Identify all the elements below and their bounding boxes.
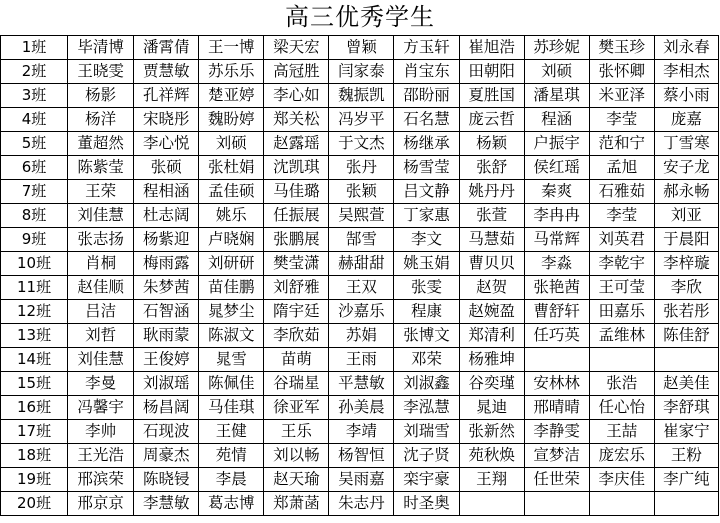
student-name-cell[interactable]: 郜雪 — [329, 228, 394, 252]
student-name-cell[interactable]: 李乾宇 — [589, 252, 654, 276]
table-row — [1, 396, 719, 420]
student-name-cell[interactable]: 沈子贤 — [394, 444, 459, 468]
table-row — [1, 324, 719, 348]
student-name-cell[interactable]: 贾慧敏 — [134, 60, 199, 84]
student-name-cell[interactable]: 陈晓锓 — [134, 468, 199, 492]
table-row — [1, 84, 719, 108]
student-name-cell[interactable]: 李静雯 — [524, 420, 589, 444]
student-name-cell[interactable]: 晁梦尘 — [199, 300, 264, 324]
student-name-cell[interactable]: 任世荣 — [524, 468, 589, 492]
student-name-cell[interactable]: 张艳茜 — [524, 276, 589, 300]
student-name-cell[interactable]: 李靖 — [329, 420, 394, 444]
student-name-cell[interactable]: 潘星琪 — [524, 84, 589, 108]
student-name-cell[interactable]: 赵露瑶 — [264, 132, 329, 156]
student-name-cell[interactable]: 杨继承 — [394, 132, 459, 156]
table-row — [1, 228, 719, 252]
student-name-cell[interactable]: 李欣 — [654, 276, 718, 300]
class-label-cell[interactable]: 14班 — [1, 348, 68, 372]
student-name-cell[interactable]: 王光浩 — [68, 444, 134, 468]
student-name-cell[interactable]: 郝永畅 — [654, 180, 718, 204]
student-name-cell[interactable]: 刘硕 — [524, 60, 589, 84]
student-name-cell[interactable]: 李晨 — [199, 468, 264, 492]
student-name-cell[interactable]: 邵盼丽 — [394, 84, 459, 108]
student-name-cell[interactable]: 庞云哲 — [459, 108, 524, 132]
table-row — [1, 108, 719, 132]
student-name-cell[interactable]: 邢晴晴 — [524, 396, 589, 420]
class-label-cell[interactable]: 1班 — [1, 36, 68, 60]
table-row — [1, 252, 719, 276]
student-name-cell[interactable]: 张志扬 — [68, 228, 134, 252]
student-name-cell[interactable]: 姚丹丹 — [459, 180, 524, 204]
student-name-cell[interactable]: 于晨阳 — [654, 228, 718, 252]
table-row — [1, 492, 719, 516]
student-name-cell[interactable]: 杨颖 — [459, 132, 524, 156]
class-label-cell[interactable]: 19班 — [1, 468, 68, 492]
class-label-cell[interactable]: 4班 — [1, 108, 68, 132]
student-name-cell[interactable]: 张若彤 — [654, 300, 718, 324]
student-name-cell[interactable]: 朱志丹 — [329, 492, 394, 516]
class-label-cell[interactable]: 10班 — [1, 252, 68, 276]
student-name-cell[interactable]: 李慧敏 — [134, 492, 199, 516]
student-name-cell[interactable]: 王荣 — [68, 180, 134, 204]
student-name-cell[interactable]: 赵佳顺 — [68, 276, 134, 300]
student-name-cell[interactable]: 李冉冉 — [524, 204, 589, 228]
student-name-cell[interactable]: 陈淑文 — [199, 324, 264, 348]
student-name-cell[interactable]: 闫家泰 — [329, 60, 394, 84]
student-name-cell[interactable]: 苗佳鹏 — [199, 276, 264, 300]
student-name-cell[interactable]: 李心悦 — [134, 132, 199, 156]
student-name-cell[interactable]: 姚玉娟 — [394, 252, 459, 276]
student-name-cell[interactable]: 张萱 — [459, 204, 524, 228]
class-label-cell[interactable]: 17班 — [1, 420, 68, 444]
student-name-cell[interactable]: 平慧敏 — [329, 372, 394, 396]
table-row — [1, 180, 719, 204]
student-name-cell[interactable]: 苏珍妮 — [524, 36, 589, 60]
class-label-cell[interactable]: 9班 — [1, 228, 68, 252]
student-name-cell[interactable]: 吕文静 — [394, 180, 459, 204]
student-name-cell[interactable]: 陈佩佳 — [199, 372, 264, 396]
class-label-cell[interactable]: 13班 — [1, 324, 68, 348]
student-name-cell[interactable]: 马佳璐 — [264, 180, 329, 204]
student-name-cell[interactable]: 郑关松 — [264, 108, 329, 132]
table-row — [1, 132, 719, 156]
table-row — [1, 300, 719, 324]
student-name-cell[interactable]: 沙嘉乐 — [329, 300, 394, 324]
student-name-cell[interactable]: 石现波 — [134, 420, 199, 444]
student-name-cell[interactable]: 邢京京 — [68, 492, 134, 516]
table-row — [1, 204, 719, 228]
student-name-cell[interactable]: 吕洁 — [68, 300, 134, 324]
student-name-cell[interactable]: 刘舒雅 — [264, 276, 329, 300]
student-name-cell[interactable]: 程相涵 — [134, 180, 199, 204]
student-name-cell[interactable]: 庞嘉 — [654, 108, 718, 132]
student-name-cell[interactable]: 苑情 — [199, 444, 264, 468]
student-name-cell[interactable]: 魏盼婷 — [199, 108, 264, 132]
student-name-cell[interactable]: 刘哲 — [68, 324, 134, 348]
student-name-cell[interactable]: 李文 — [394, 228, 459, 252]
student-name-cell[interactable] — [589, 492, 654, 516]
student-name-cell[interactable]: 张丹 — [329, 156, 394, 180]
student-name-cell[interactable]: 石名慧 — [394, 108, 459, 132]
student-name-cell[interactable]: 冯岁平 — [329, 108, 394, 132]
student-name-cell[interactable]: 米亚泽 — [589, 84, 654, 108]
student-name-cell[interactable]: 杨影 — [68, 84, 134, 108]
student-name-cell[interactable]: 王翔 — [459, 468, 524, 492]
student-name-cell[interactable]: 丁家惠 — [394, 204, 459, 228]
student-name-cell[interactable]: 曹舒轩 — [524, 300, 589, 324]
student-name-cell[interactable] — [459, 492, 524, 516]
table-row — [1, 420, 719, 444]
student-name-cell[interactable]: 王雨 — [329, 348, 394, 372]
student-name-cell[interactable]: 王喆 — [589, 420, 654, 444]
student-name-cell[interactable]: 夏胜国 — [459, 84, 524, 108]
class-label-cell[interactable]: 11班 — [1, 276, 68, 300]
student-name-cell[interactable]: 杨智恒 — [329, 444, 394, 468]
student-name-cell[interactable]: 苏娟 — [329, 324, 394, 348]
student-name-cell[interactable]: 王乐 — [264, 420, 329, 444]
student-name-cell[interactable]: 安林林 — [524, 372, 589, 396]
student-name-cell[interactable]: 石智涵 — [134, 300, 199, 324]
class-label-cell[interactable]: 12班 — [1, 300, 68, 324]
student-name-cell[interactable]: 于文杰 — [329, 132, 394, 156]
student-name-cell[interactable]: 侯红瑶 — [524, 156, 589, 180]
student-name-cell[interactable]: 安子龙 — [654, 156, 718, 180]
student-name-cell[interactable]: 崔家宁 — [654, 420, 718, 444]
student-name-cell[interactable]: 王可莹 — [589, 276, 654, 300]
student-name-cell[interactable]: 刘瑞雪 — [394, 420, 459, 444]
student-name-cell[interactable]: 赵天瑜 — [264, 468, 329, 492]
student-name-cell[interactable]: 蔡小雨 — [654, 84, 718, 108]
student-name-cell[interactable]: 刘佳慧 — [68, 204, 134, 228]
student-name-cell[interactable]: 李舒琪 — [654, 396, 718, 420]
student-name-cell[interactable]: 杨雪莹 — [394, 156, 459, 180]
student-name-cell[interactable]: 王俊婷 — [134, 348, 199, 372]
student-name-cell[interactable]: 肖宝东 — [394, 60, 459, 84]
student-name-cell[interactable]: 孟佳硕 — [199, 180, 264, 204]
student-name-cell[interactable]: 毕清博 — [68, 36, 134, 60]
student-name-cell[interactable]: 曹贝贝 — [459, 252, 524, 276]
student-name-cell[interactable]: 李心如 — [264, 84, 329, 108]
student-name-cell[interactable]: 邓荣 — [394, 348, 459, 372]
student-name-cell[interactable]: 杨昌阔 — [134, 396, 199, 420]
student-name-cell[interactable]: 刘淑鑫 — [394, 372, 459, 396]
student-name-cell[interactable]: 刘硕 — [199, 132, 264, 156]
class-label-cell[interactable]: 8班 — [1, 204, 68, 228]
student-name-cell[interactable]: 徐亚军 — [264, 396, 329, 420]
student-name-cell[interactable]: 宋晓彤 — [134, 108, 199, 132]
student-name-cell[interactable]: 庞宏乐 — [589, 444, 654, 468]
class-label-cell[interactable]: 20班 — [1, 492, 68, 516]
student-name-cell[interactable]: 吴雨嘉 — [329, 468, 394, 492]
student-name-cell[interactable]: 樊莹潇 — [264, 252, 329, 276]
table-row — [1, 36, 719, 60]
student-name-cell[interactable]: 任振展 — [264, 204, 329, 228]
student-name-cell[interactable]: 张鹏展 — [264, 228, 329, 252]
student-name-cell[interactable]: 秦爽 — [524, 180, 589, 204]
table-row — [1, 276, 719, 300]
student-name-cell[interactable]: 赵贺 — [459, 276, 524, 300]
student-name-cell[interactable]: 孟旭 — [589, 156, 654, 180]
student-name-cell[interactable]: 李曼 — [68, 372, 134, 396]
student-name-cell[interactable]: 高冠胜 — [264, 60, 329, 84]
student-name-cell[interactable]: 赵美佳 — [654, 372, 718, 396]
student-name-cell[interactable]: 宣梦洁 — [524, 444, 589, 468]
student-name-cell[interactable]: 李泓慧 — [394, 396, 459, 420]
class-label-cell[interactable]: 5班 — [1, 132, 68, 156]
student-name-cell[interactable]: 李相杰 — [654, 60, 718, 84]
student-name-cell[interactable]: 张浩 — [589, 372, 654, 396]
student-name-cell[interactable]: 刘英君 — [589, 228, 654, 252]
student-name-cell[interactable]: 葛志博 — [199, 492, 264, 516]
student-name-cell[interactable]: 张博文 — [394, 324, 459, 348]
student-name-cell[interactable]: 张雯 — [394, 276, 459, 300]
student-name-cell[interactable]: 范和宁 — [589, 132, 654, 156]
student-name-cell[interactable]: 沈凯琪 — [264, 156, 329, 180]
class-label-cell[interactable]: 6班 — [1, 156, 68, 180]
student-name-cell[interactable]: 谷瑞星 — [264, 372, 329, 396]
student-name-cell[interactable]: 张颖 — [329, 180, 394, 204]
student-name-cell[interactable]: 周豪杰 — [134, 444, 199, 468]
student-name-cell[interactable] — [524, 348, 589, 372]
class-label-cell[interactable]: 3班 — [1, 84, 68, 108]
student-name-cell[interactable]: 姚乐 — [199, 204, 264, 228]
class-label-cell[interactable]: 16班 — [1, 396, 68, 420]
student-name-cell[interactable]: 张怀卿 — [589, 60, 654, 84]
student-name-cell[interactable]: 李庆佳 — [589, 468, 654, 492]
student-name-cell[interactable]: 谷奕瑾 — [459, 372, 524, 396]
student-name-cell[interactable]: 张杜娟 — [199, 156, 264, 180]
student-name-cell[interactable]: 崔旭浩 — [459, 36, 524, 60]
student-name-cell[interactable]: 郑清利 — [459, 324, 524, 348]
student-name-cell[interactable]: 王晓雯 — [68, 60, 134, 84]
student-name-cell[interactable]: 户振宇 — [524, 132, 589, 156]
student-name-cell[interactable]: 石雅茹 — [589, 180, 654, 204]
student-name-cell[interactable]: 郑萧菡 — [264, 492, 329, 516]
student-name-cell[interactable]: 晁雪 — [199, 348, 264, 372]
table-row — [1, 348, 719, 372]
student-name-cell[interactable]: 任心怡 — [589, 396, 654, 420]
student-name-cell[interactable]: 朱梦茜 — [134, 276, 199, 300]
student-name-cell[interactable]: 刘研研 — [199, 252, 264, 276]
student-name-cell[interactable]: 隋宇廷 — [264, 300, 329, 324]
student-name-cell[interactable]: 晁迪 — [459, 396, 524, 420]
student-name-cell[interactable]: 李欣茹 — [264, 324, 329, 348]
student-name-cell[interactable]: 马常辉 — [524, 228, 589, 252]
student-name-cell[interactable]: 任巧英 — [524, 324, 589, 348]
student-name-cell[interactable]: 邢滨荣 — [68, 468, 134, 492]
student-name-cell[interactable] — [589, 348, 654, 372]
student-name-cell[interactable]: 刘永春 — [654, 36, 718, 60]
table-row — [1, 60, 719, 84]
student-name-cell[interactable]: 程康 — [394, 300, 459, 324]
sheet-title[interactable]: 高三优秀学生 — [285, 3, 435, 31]
student-name-cell[interactable]: 耿雨蒙 — [134, 324, 199, 348]
student-name-cell[interactable]: 苏乐乐 — [199, 60, 264, 84]
student-name-cell[interactable]: 曾颖 — [329, 36, 394, 60]
student-name-cell[interactable]: 孔祥辉 — [134, 84, 199, 108]
student-name-cell[interactable]: 李广纯 — [654, 468, 718, 492]
student-name-cell[interactable]: 丁雪寒 — [654, 132, 718, 156]
student-name-cell[interactable] — [654, 492, 718, 516]
student-name-cell[interactable]: 马佳琪 — [199, 396, 264, 420]
table-row — [1, 372, 719, 396]
student-name-cell[interactable]: 王一博 — [199, 36, 264, 60]
student-name-cell[interactable]: 孙美晨 — [329, 396, 394, 420]
class-label-cell[interactable]: 7班 — [1, 180, 68, 204]
student-name-cell[interactable]: 王健 — [199, 420, 264, 444]
student-name-cell[interactable]: 潘霄倩 — [134, 36, 199, 60]
student-name-cell[interactable]: 栾宇豪 — [394, 468, 459, 492]
student-name-cell[interactable]: 陈佳舒 — [654, 324, 718, 348]
student-name-cell[interactable]: 杨雅坤 — [459, 348, 524, 372]
student-name-cell[interactable]: 梁天宏 — [264, 36, 329, 60]
student-name-cell[interactable]: 时圣奥 — [394, 492, 459, 516]
student-name-cell[interactable]: 苗萌 — [264, 348, 329, 372]
student-name-cell[interactable]: 魏振凯 — [329, 84, 394, 108]
student-name-cell[interactable]: 赫甜甜 — [329, 252, 394, 276]
student-name-cell[interactable]: 马慧茹 — [459, 228, 524, 252]
student-name-cell[interactable]: 程涵 — [524, 108, 589, 132]
student-name-cell[interactable]: 陈紫莹 — [68, 156, 134, 180]
student-name-cell[interactable]: 方玉轩 — [394, 36, 459, 60]
student-name-cell[interactable]: 李莹 — [589, 204, 654, 228]
student-name-cell[interactable]: 李淼 — [524, 252, 589, 276]
student-name-cell[interactable]: 张舒 — [459, 156, 524, 180]
student-name-cell[interactable]: 杜志阔 — [134, 204, 199, 228]
student-name-cell[interactable]: 张硕 — [134, 156, 199, 180]
class-label-cell[interactable]: 18班 — [1, 444, 68, 468]
table-row — [1, 468, 719, 492]
class-label-cell[interactable]: 15班 — [1, 372, 68, 396]
student-name-cell[interactable]: 王粉 — [654, 444, 718, 468]
student-name-cell[interactable]: 冯馨宇 — [68, 396, 134, 420]
student-name-cell[interactable]: 樊玉珍 — [589, 36, 654, 60]
student-name-cell[interactable]: 王双 — [329, 276, 394, 300]
student-name-cell[interactable]: 李帅 — [68, 420, 134, 444]
student-name-cell[interactable]: 吴熙萱 — [329, 204, 394, 228]
student-name-cell[interactable]: 杨洋 — [68, 108, 134, 132]
student-name-cell[interactable] — [524, 492, 589, 516]
student-name-cell[interactable]: 田朝阳 — [459, 60, 524, 84]
student-name-cell[interactable]: 肖桐 — [68, 252, 134, 276]
class-label-cell[interactable]: 2班 — [1, 60, 68, 84]
student-name-cell[interactable]: 孟维林 — [589, 324, 654, 348]
student-name-cell[interactable]: 卢晓娴 — [199, 228, 264, 252]
student-name-cell[interactable]: 苑秋焕 — [459, 444, 524, 468]
table-row — [1, 444, 719, 468]
student-name-cell[interactable]: 刘亚 — [654, 204, 718, 228]
students-table-body — [1, 36, 719, 516]
student-name-cell[interactable]: 董超然 — [68, 132, 134, 156]
student-name-cell[interactable]: 杨紫迎 — [134, 228, 199, 252]
student-name-cell[interactable]: 李梓璇 — [654, 252, 718, 276]
student-name-cell[interactable]: 刘淑瑶 — [134, 372, 199, 396]
table-row — [1, 156, 719, 180]
student-name-cell[interactable]: 田嘉乐 — [589, 300, 654, 324]
student-name-cell[interactable] — [654, 348, 718, 372]
student-name-cell[interactable]: 李莹 — [589, 108, 654, 132]
student-name-cell[interactable]: 刘佳慧 — [68, 348, 134, 372]
student-name-cell[interactable]: 梅雨露 — [134, 252, 199, 276]
student-name-cell[interactable]: 赵婉盈 — [459, 300, 524, 324]
student-name-cell[interactable]: 楚亚婷 — [199, 84, 264, 108]
students-table — [0, 35, 719, 516]
student-name-cell[interactable]: 张新然 — [459, 420, 524, 444]
student-name-cell[interactable]: 刘以畅 — [264, 444, 329, 468]
